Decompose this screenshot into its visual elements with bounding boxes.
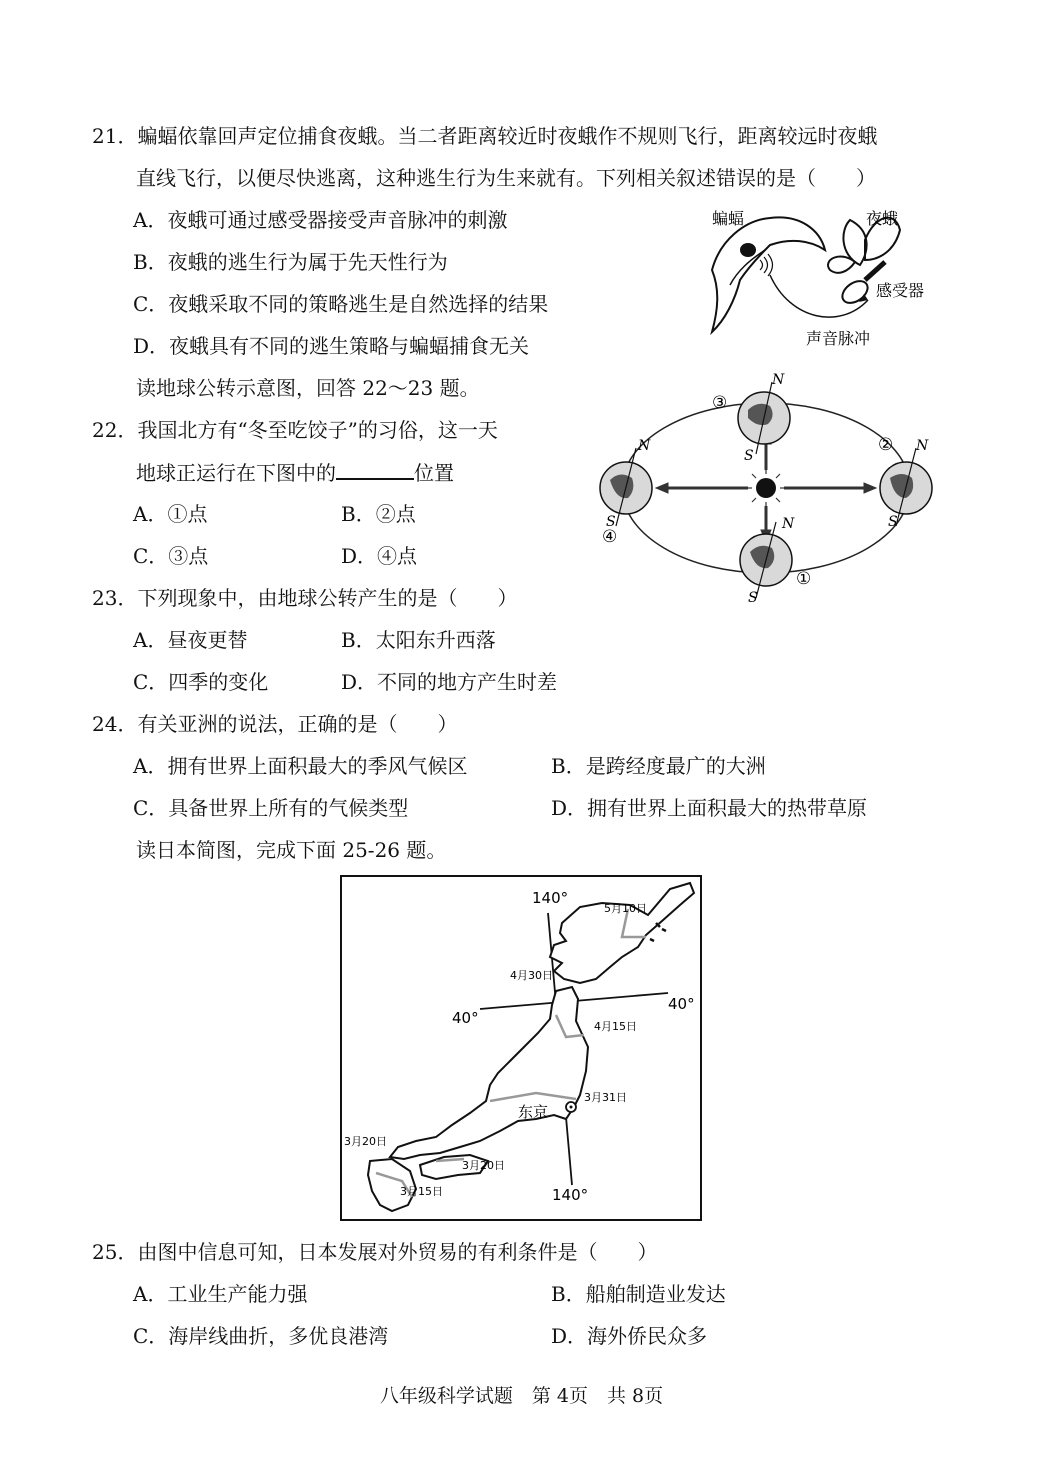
south-label-3: S xyxy=(744,448,754,464)
earth-position-3 xyxy=(738,382,790,454)
q24-option-b: B．是跨经度最广的大洲 xyxy=(551,754,766,778)
sun-icon xyxy=(756,478,776,498)
intro-25-26: 读日本简图，完成下面 25-26 题。 xyxy=(136,838,447,862)
date-label-1: 5月10日 xyxy=(604,902,647,915)
q25-option-b: B．船舶制造业发达 xyxy=(551,1282,726,1306)
date-label-4: 3月31日 xyxy=(584,1091,627,1104)
south-label-2: S xyxy=(888,514,898,530)
q22-stem-line2 xyxy=(136,460,454,485)
earth-orbit-figure xyxy=(590,370,950,605)
pos2-label: ② xyxy=(878,435,894,455)
receptor-label: 感受器 xyxy=(876,281,925,300)
date-label-6: 3月20日 xyxy=(462,1159,505,1172)
q24-stem: 24．有关亚洲的说法，正确的是（ ） xyxy=(92,712,458,736)
q24-option-a: A．拥有世界上面积最大的季风气候区 xyxy=(133,754,468,778)
q22-option-b: B．②点 xyxy=(341,502,416,526)
date-label-7: 3月15日 xyxy=(400,1185,443,1198)
q22-option-a: A．①点 xyxy=(133,502,208,526)
q23-option-c: C．四季的变化 xyxy=(133,670,269,694)
q25-option-a: A．工业生产能力强 xyxy=(133,1282,308,1306)
q21-stem-line2: 直线飞行，以便尽快逃离，这种逃生行为生来就有。下列相关叙述错误的是（ ） xyxy=(136,166,876,190)
japan-map-figure xyxy=(340,875,702,1221)
q25-stem: 25．由图中信息可知，日本发展对外贸易的有利条件是（ ） xyxy=(92,1240,658,1264)
page-footer: 八年级科学试题 第 4页 共 8页 xyxy=(379,1385,664,1407)
pulse-label: 声音脉冲 xyxy=(806,329,871,348)
q21-option-b: B．夜蛾的逃生行为属于先天性行为 xyxy=(133,250,448,274)
q24-option-d: D．拥有世界上面积最大的热带草原 xyxy=(551,796,868,820)
q25-option-c: C．海岸线曲折，多优良港湾 xyxy=(133,1324,389,1348)
intro-22-23: 读地球公转示意图，回答 22～23 题。 xyxy=(136,376,480,400)
date-label-2: 4月30日 xyxy=(510,969,553,982)
lon-bottom-label: 140° xyxy=(552,1186,589,1204)
q24-option-c: C．具备世界上所有的气候类型 xyxy=(133,796,409,820)
date-label-3: 4月15日 xyxy=(594,1020,637,1033)
earth-position-1 xyxy=(740,522,792,598)
bat-label: 蝙蝠 xyxy=(712,209,745,228)
date-label-5: 3月20日 xyxy=(344,1135,387,1148)
north-label-4: N xyxy=(638,438,651,454)
lon-top-label: 140° xyxy=(532,889,569,907)
q22-option-d: D．④点 xyxy=(341,544,418,568)
south-label-1: S xyxy=(748,590,758,605)
pos4-label: ④ xyxy=(602,527,618,547)
q22-stem-suffix: 位置 xyxy=(414,461,454,485)
lat-left-label: 40° xyxy=(452,1009,479,1027)
north-label-2: N xyxy=(916,438,929,454)
north-label-1: N xyxy=(782,516,795,532)
q21-option-c: C．夜蛾采取不同的策略逃生是自然选择的结果 xyxy=(133,292,549,316)
q21-stem-line1: 21．蝙蝠依靠回声定位捕食夜蛾。当二者距离较近时夜蛾作不规则飞行，距离较远时夜蛾 xyxy=(92,124,878,148)
tokyo-label: 东京 xyxy=(518,1103,549,1121)
answer-blank xyxy=(336,460,414,480)
south-label-4: S xyxy=(606,514,616,530)
bat-moth-figure xyxy=(690,200,950,350)
pos3-label: ③ xyxy=(712,393,728,413)
pos1-label: ① xyxy=(796,569,812,589)
q22-option-c: C．③点 xyxy=(133,544,209,568)
north-label-3: N xyxy=(772,372,785,388)
lat-right-label: 40° xyxy=(668,995,695,1013)
q23-option-a: A．昼夜更替 xyxy=(133,628,248,652)
q21-option-a: A．夜蛾可通过感受器接受声音脉冲的刺激 xyxy=(133,208,508,232)
moth-label: 夜蛾 xyxy=(866,209,899,228)
q25-option-d: D．海外侨民众多 xyxy=(551,1324,708,1348)
q23-option-b: B．太阳东升西落 xyxy=(341,628,496,652)
q22-stem-line1: 22．我国北方有“冬至吃饺子”的习俗，这一天 xyxy=(92,418,498,442)
q23-option-d: D．不同的地方产生时差 xyxy=(341,670,558,694)
q21-option-d: D．夜蛾具有不同的逃生策略与蝙蝠捕食无关 xyxy=(133,334,530,358)
q22-stem-prefix: 地球正运行在下图中的 xyxy=(136,461,336,485)
q23-stem: 23．下列现象中，由地球公转产生的是（ ） xyxy=(92,586,518,610)
